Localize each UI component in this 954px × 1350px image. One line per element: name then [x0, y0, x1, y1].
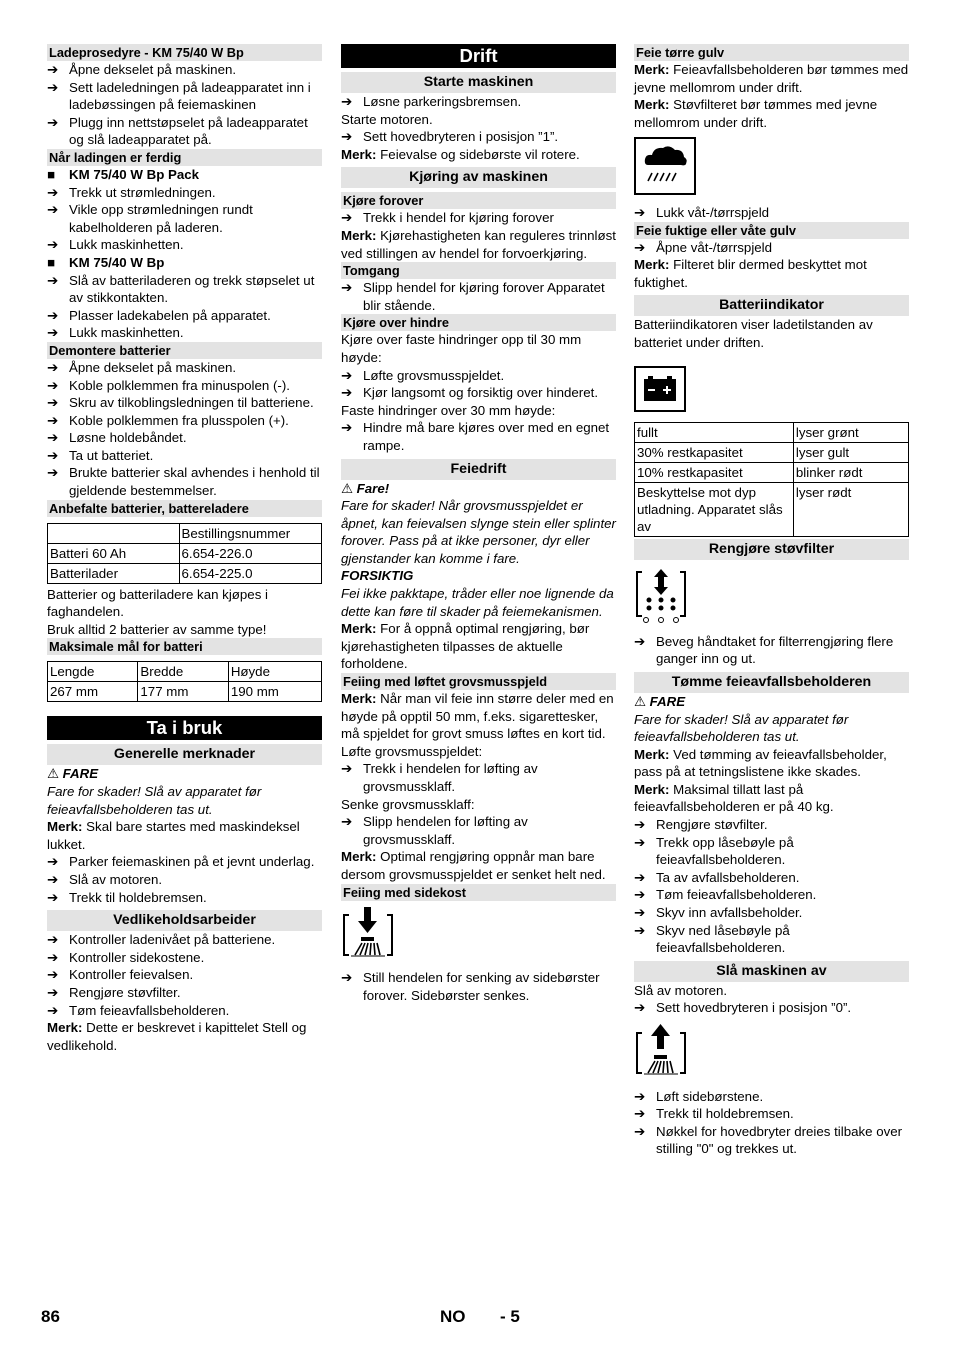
note: Merk: Maksimal tillatt last på feieavfallsbeholderen er på 40 kg. — [634, 781, 834, 815]
heading-feie-fuktige: Feie fuktige eller våte gulv — [634, 222, 909, 239]
caution-label: FORSIKTIG — [341, 568, 414, 584]
battery-order-table — [47, 523, 322, 584]
list-item: ➔ Åpne dekselet på maskinen. — [47, 359, 237, 375]
heading-naar-ladingen: Når ladingen er ferdig — [47, 149, 322, 166]
table-row: Batteri 60 Ah 6.654-226.0 — [48, 543, 322, 563]
table-row: Bestillingsnummer — [48, 523, 322, 543]
list-item: ➔ Løft sidebørstene. — [634, 1088, 764, 1104]
note: Merk: Feieavfallsbeholderen bør tømmes med jevne mellomrom under drift. — [634, 62, 909, 95]
list-item: ➔ Still hendelen for senking av sidebørster forover. Sidebørster senkes. — [341, 970, 600, 1003]
battery-dimensions-table — [47, 661, 322, 702]
column-2 — [341, 44, 616, 1004]
table-row: 30% restkapasitet lyser gult — [635, 443, 909, 463]
heading-ladeprosedyre: Ladeprosedyre - KM 75/40 W Bp — [47, 44, 322, 61]
list-item: ➔ Skyv ned låsebøyle på feieavfallsbeholderen. — [634, 922, 790, 956]
warning-icon: ⚠ — [341, 480, 357, 496]
list-item: ➔ Løfte grovsmusspjeldet. — [341, 367, 505, 383]
list-item: ➔ Lukk våt-/tørrspjeld — [634, 204, 770, 220]
warning-text: Fare for skader! Slå av apparatet før feieavfallsbeholderen tas ut. — [634, 711, 849, 745]
note: Merk: Ved tømming av feieavfallsbeholder, pass på at tetningslistene ikke skades. — [634, 746, 887, 780]
column-1 — [47, 44, 322, 1054]
page-number: 86 — [41, 1307, 60, 1326]
heading-maksimale: Maksimale mål for batteri — [47, 638, 322, 655]
section-page: - 5 — [500, 1307, 520, 1326]
note: Merk: For å oppnå optimal rengjøring, bør kjørehastigheten tilpasses de aktuelle forholdene. — [341, 621, 590, 672]
note: Merk: Optimal rengjøring oppnår man bare dersom grovsmusspjeldet er senket helt ned. — [341, 849, 606, 882]
list-item: ➔ Rengjøre støvfilter. — [634, 817, 768, 833]
list-item: ➔ Løsne holdebåndet. — [47, 430, 187, 446]
paragraph: Batterier og batteriladere kan kjøpes i faghandelen. — [47, 586, 268, 620]
list-item: ➔ Kontroller ladenivået på batteriene. — [47, 932, 276, 948]
note: Merk: Kjørehastigheten kan reguleres trinnløst ved stillingen av hendel for forvoerkjøring. — [341, 227, 616, 261]
list-item: ■ KM 75/40 W Bp Pack — [47, 166, 200, 182]
caution-text: Fei ikke pakktape, tråder eller noe lignende da dette kan føre til skader på feiemekanismen. — [341, 586, 614, 619]
paragraph: Senke grovsmussklaff: — [341, 796, 475, 812]
warning-text: Fare for skader! Slå av apparatet før feieavfallsbeholderen tas ut. — [47, 784, 262, 817]
list-item: ➔ Slå av motoren. — [47, 872, 163, 887]
table-row: 10% restkapasitet blinker rødt — [635, 463, 909, 483]
paragraph: Løfte grovsmusspjeldet: — [341, 743, 483, 759]
list-item: ➔ Trekk til holdebremsen. — [47, 889, 207, 905]
heading-tomgang: Tomgang — [341, 262, 616, 279]
list-item: ➔ Skru av tilkoblingsledningen til batteriene. — [47, 395, 314, 411]
heading-batteriindikator: Batteriindikator — [634, 295, 909, 316]
heading-sidekost: Feiing med sidekost — [341, 884, 616, 901]
list-item: ➔ Hindre må bare kjøres over med en egnet rampe. — [341, 420, 610, 453]
filter-cleaning-icon — [634, 568, 688, 629]
side-brush-raise-icon — [634, 1023, 688, 1084]
list-item: ➔ Tøm feieavfallsbeholderen. — [47, 1002, 230, 1018]
list-item: ➔ Kontroller feievalsen. — [47, 967, 194, 983]
table-row: fullt lyser grønt — [635, 423, 909, 443]
note: Merk: Dette er beskrevet i kapittelet Stell og vedlikehold. — [47, 1020, 307, 1053]
list-item: ➔ Skyv inn avfallsbeholder. — [634, 905, 803, 921]
table-row: 267 mm 177 mm 190 mm — [48, 682, 322, 702]
list-item: ➔ Slipp hendel for kjøring forover Apparatet blir stående. — [341, 280, 605, 313]
list-item: ■ KM 75/40 W Bp — [47, 254, 165, 270]
list-item: ➔ Løsne parkeringsbremsen. — [341, 94, 522, 109]
list-item: ➔ Trekk ut strømledningen. — [47, 184, 216, 200]
heading-feie-torre: Feie tørre gulv — [634, 44, 909, 61]
heading-sla-av: Slå maskinen av — [634, 961, 909, 982]
list-item: ➔ Kontroller sidekostene. — [47, 949, 205, 965]
list-item: ➔ Plasser ladekabelen på apparatet. — [47, 307, 271, 323]
note: Merk: Skal bare startes med maskindeksel lukket. — [47, 819, 300, 852]
wet-dry-flap-icon — [634, 137, 696, 200]
heading-kjore-forover: Kjøre forover — [341, 192, 616, 209]
list-item: ➔ Slipp hendelen for løfting av grovsmussklaff. — [341, 814, 528, 847]
heading-anbefalte: Anbefalte batterier, battereladere — [47, 500, 322, 517]
heading-tomme: Tømme feieavfallsbeholderen — [634, 672, 909, 693]
table-row: Lengde Bredde Høyde — [48, 662, 322, 682]
heading-demontere: Demontere batterier — [47, 342, 322, 359]
paragraph: Starte motoren. — [341, 111, 433, 127]
heading-kjoring: Kjøring av maskinen — [341, 167, 616, 188]
list-item: ➔ Plugg inn nettstøpselet på ladeapparatet og slå ladeapparatet på. — [47, 114, 308, 148]
list-item: ➔ Åpne våt-/tørrspjeld — [634, 239, 773, 255]
heading-loftet: Feiing med løftet grovsmusspjeld — [341, 673, 616, 690]
list-item: ➔ Sett ladeledningen på ladeapparatet inn i ladebøssingen på feiemaskinen — [47, 79, 311, 113]
list-item: ➔ Sett hovedbryteren i posisjon ”0”. — [634, 1000, 852, 1016]
list-item: ➔ Trekk i hendelen for løfting av grovsmussklaff. — [341, 761, 538, 794]
paragraph: Slå av motoren. — [634, 982, 728, 998]
list-item: ➔ Koble polklemmen fra plusspolen (+). — [47, 412, 289, 428]
paragraph: Faste hindringer over 30 mm høyde: — [341, 402, 556, 418]
list-item: ➔ Kjør langsomt og forsiktig over hinderet. — [341, 385, 599, 401]
note: Merk: Feievalse og sidebørste vil rotere. — [341, 146, 580, 162]
list-item: ➔ Vikle opp strømledningen rundt kabelholderen på laderen. — [47, 202, 253, 235]
list-item: ➔ Trekk opp låsebøyle på feieavfallsbeholderen. — [634, 834, 794, 868]
table-row: Batterilader 6.654-225.0 — [48, 563, 322, 583]
list-item: ➔ Lukk maskinhetten. — [47, 325, 184, 341]
list-item: ➔ Slå av batteriladeren og trekk støpselet ut av stikkontakten. — [47, 272, 315, 306]
paragraph: Batteriindikatoren viser ladetilstanden av batteriet under driften. — [634, 317, 873, 350]
warning-text: Fare for skader! Når grovsmusspjeldet er åpnet, kan feievalsen slynge stein eller splinter forover. Pass på at ikke personer, dyr eller gjenstander kan komme i fare. — [341, 498, 616, 566]
heading-feiedrift: Feiedrift — [341, 459, 616, 480]
list-item: ➔ Lukk maskinhetten. — [47, 237, 184, 253]
battery-indicator-icon — [634, 366, 686, 417]
note: Merk: Filteret blir dermed beskyttet mot fuktighet. — [634, 257, 867, 290]
heading-hindre: Kjøre over hindre — [341, 314, 616, 331]
heading-starte: Starte maskinen — [341, 72, 616, 93]
list-item: ➔ Trekk til holdebremsen. — [634, 1106, 794, 1122]
language-code: NO — [440, 1307, 466, 1326]
warning-label: ⚠ Fare! — [341, 480, 390, 496]
list-item: ➔ Ta av avfallsbeholderen. — [634, 869, 800, 885]
warning-label: ⚠ FARE — [47, 766, 99, 782]
list-item: ➔ Rengjøre støvfilter. — [47, 984, 181, 1000]
paragraph: Bruk alltid 2 batterier av samme type! — [47, 621, 267, 637]
list-item: ➔ Parker feiemaskinen på et jevnt underlag. — [47, 854, 315, 870]
list-item: ➔ Ta ut batteriet. — [47, 447, 154, 463]
battery-indicator-table — [634, 422, 909, 537]
warning-icon: ⚠ — [47, 766, 63, 782]
note: Merk: Støvfilteret bør tømmes med jevne mellomrom under drift. — [634, 97, 878, 130]
heading-vedlikehold: Vedlikeholdsarbeider — [47, 910, 322, 931]
list-item: ➔ Sett hovedbryteren i posisjon ”1”. — [341, 129, 559, 145]
list-item: ➔ Beveg håndtaket for filterrengjøring flere ganger inn og ut. — [634, 633, 894, 667]
column-3 — [634, 44, 909, 1158]
chapter-drift: Drift — [341, 44, 616, 68]
list-item: ➔ Nøkkel for hovedbryter dreies tilbake over stilling "0" og trekkes ut. — [634, 1123, 903, 1157]
chapter-ta-i-bruk: Ta i bruk — [47, 716, 322, 740]
warning-label: ⚠ FARE — [634, 693, 686, 709]
list-item: ➔ Koble polklemmen fra minuspolen (-). — [47, 377, 290, 393]
paragraph: Kjøre over faste hindringer opp til 30 mm høyde: — [341, 332, 582, 365]
note: Merk: Når man vil feie inn større deler med en høyde på opptil 50 mm, f.eks. sigarettesker, må spjeldet for grovt smuss løftes en kort tid. — [341, 691, 614, 742]
list-item: ➔ Trekk i hendel for kjøring forover — [341, 210, 554, 226]
list-item: ➔ Tøm feieavfallsbeholderen. — [634, 887, 817, 903]
list-item: ➔ Brukte batterier skal avhendes i henhold til gjeldende bestemmelser. — [47, 465, 320, 499]
heading-generelle: Generelle merknader — [47, 744, 322, 765]
heading-rengjore: Rengjøre støvfilter — [634, 539, 909, 560]
list-item: ➔ Åpne dekselet på maskinen. — [47, 62, 237, 77]
warning-icon: ⚠ — [634, 693, 650, 709]
table-row: Beskyttelse mot dyp utladning. Apparatet slås av lyser rødt — [635, 483, 909, 537]
side-brush-lower-icon — [341, 905, 395, 966]
